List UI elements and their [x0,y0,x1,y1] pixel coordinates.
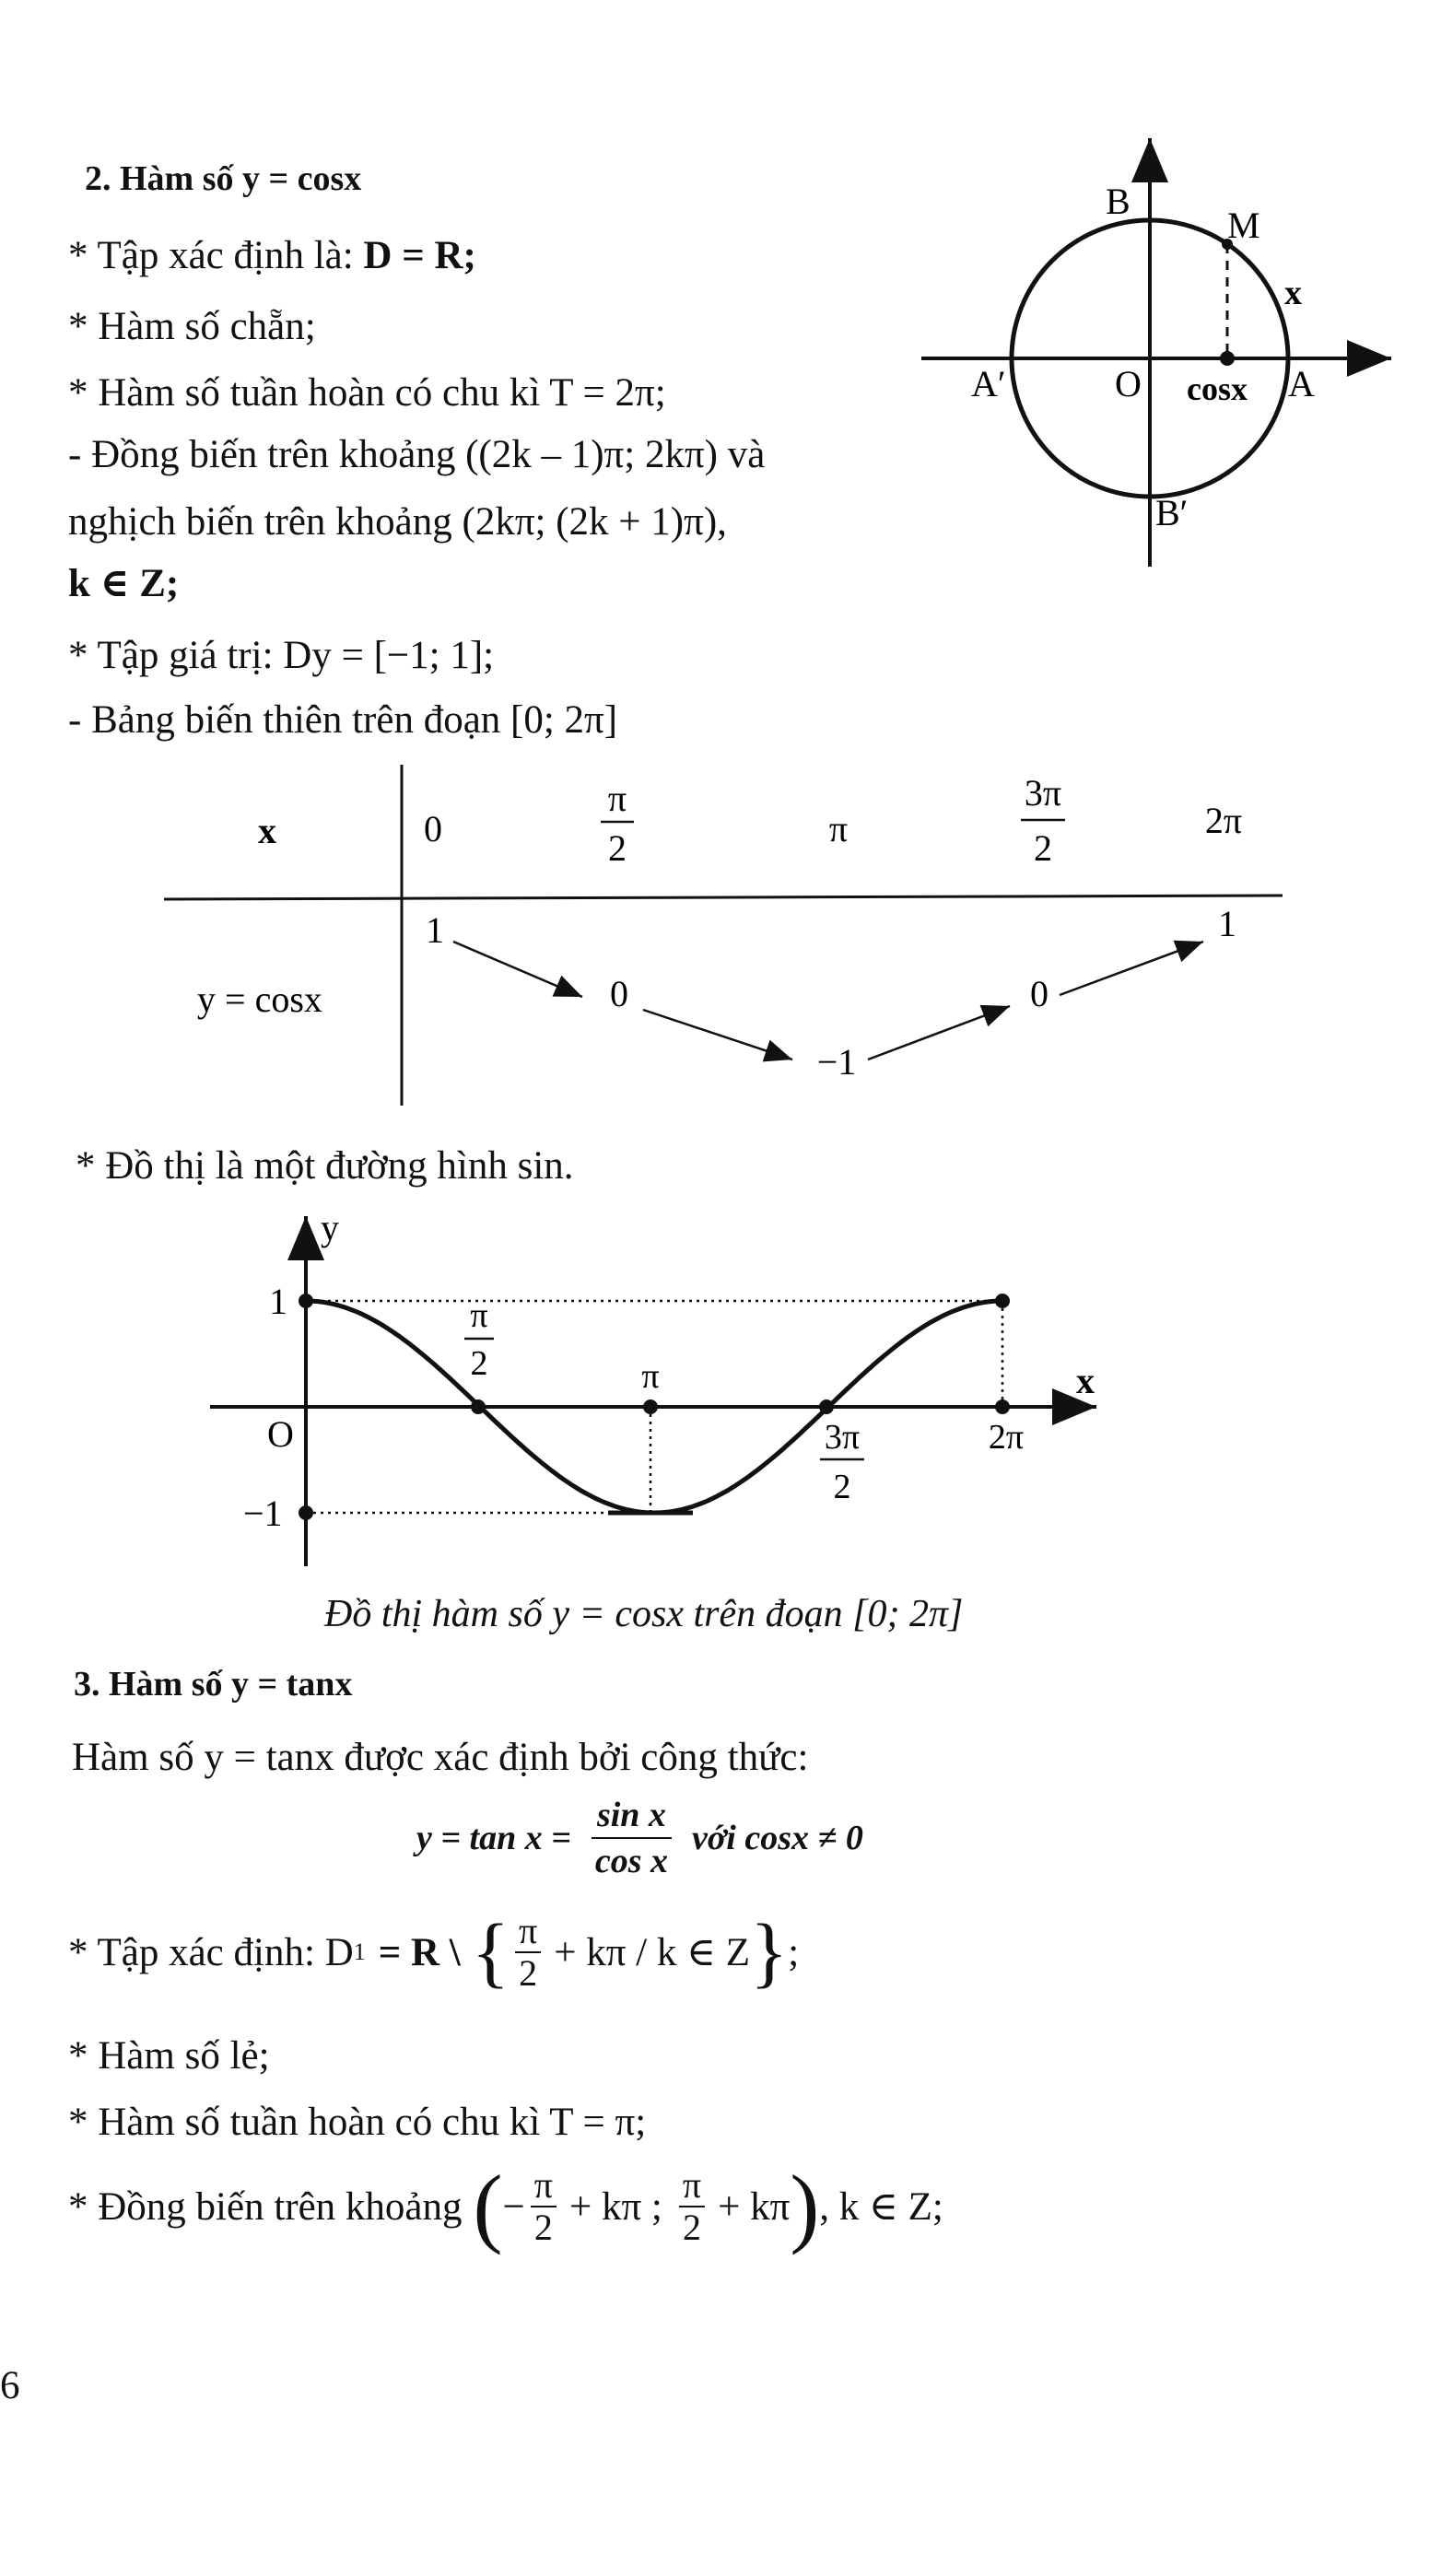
tan-inc-minus: − [502,2184,525,2229]
tick-pi: π [641,1357,660,1396]
period-line: * Hàm số tuần hoàn có chu kì T = 2π; [68,371,666,415]
cosx-point [1220,351,1235,366]
tan-domain-sub: 1 [353,1938,366,1965]
point-pi [643,1399,658,1414]
tan-inc-tail: , k ∈ Z; [819,2184,943,2229]
tan-increasing-prefix: * Đồng biến trên khoảng [68,2184,463,2229]
table-y-value: 0 [1030,973,1049,1014]
table-title: - Bảng biến thiên trên đoạn [0; 2π] [68,698,618,742]
tan-inc-fraction [531,2164,556,2249]
domain-prefix: * Tập xác định là: [68,234,354,277]
graph-y-one-label: 1 [269,1281,287,1322]
point-0-1 [299,1294,313,1308]
table-y-value: 1 [1218,903,1236,944]
table-y-value: −1 [816,1041,857,1083]
unit-circle-diagram [912,129,1410,580]
graph-x-label: x [1076,1360,1095,1401]
variation-table [147,765,1308,1115]
point-3pi-half [819,1399,834,1414]
label-x-arc: x [1284,274,1302,312]
point-2pi-1 [995,1294,1010,1308]
page-number: 6 [0,2364,20,2407]
label-m: M [1227,205,1260,246]
formula-fraction [592,1795,672,1881]
monotonic-line-1: - Đồng biến trên khoảng ((2k – 1)π; 2kπ) và [68,433,766,476]
tan-inc-mid: + kπ ; [568,2184,662,2229]
tan-domain-end: ; [788,1930,800,1974]
label-o: O [1115,363,1142,404]
graph-y-minus-one-label: −1 [243,1493,283,1534]
tan-period-line: * Hàm số tuần hoàn có chu kì T = π; [68,2101,647,2144]
decreasing-arrow [453,942,582,997]
decreasing-arrow [643,1010,792,1060]
table-y-label: y = cosx [197,978,322,1020]
formula-lhs: y = tan x = [416,1819,571,1857]
tan-domain-frac-num: π [519,1910,538,1951]
odd-function-line: * Hàm số lẻ; [68,2034,270,2078]
tan-inc-frac2-den: 2 [679,2206,705,2246]
domain-line [68,236,476,275]
label-a: A [1288,363,1315,404]
domain-value: D = R; [363,234,476,277]
tick-pi-half-den: 2 [470,1344,488,1383]
table-x-pi-half-den: 2 [608,827,627,869]
table-x-3pi-half-den: 2 [1034,827,1052,869]
cosine-graph [184,1207,1124,1575]
tan-increasing-line [68,2157,943,2255]
label-b: B [1106,181,1131,222]
tan-inc-frac-den: 2 [531,2206,556,2246]
tan-domain-prefix: * Tập xác định: D [68,1930,354,1974]
graph-note: * Đồ thị là một đường hình sin. [76,1144,574,1188]
graph-caption: Đồ thị hàm số y = cosx trên đoạn [0; 2π] [324,1593,964,1635]
tick-3pi-half-den: 2 [833,1468,851,1506]
formula-denominator: cos x [592,1837,672,1881]
right-paren: ) [790,2157,820,2255]
table-y-value: 1 [426,909,444,951]
section-heading-tan: 3. Hàm số y = tanx [74,1665,353,1704]
graph-origin-label: O [267,1413,294,1455]
left-brace: { [471,1907,510,1996]
label-b-prime: B′ [1155,492,1189,533]
table-x-pi: π [828,808,849,849]
tan-inc-frac2-num: π [682,2164,702,2207]
table-y-value: 0 [610,973,628,1014]
even-function-line: * Hàm số chẵn; [68,305,316,348]
monotonic-line-3: k ∈ Z; [68,562,180,605]
point-2pi-axis [995,1399,1010,1414]
tan-domain-rest: + kπ / k ∈ Z [554,1930,750,1974]
tan-inc-frac-num: π [533,2164,553,2207]
tick-pi-half-num: π [470,1296,488,1335]
right-brace: } [749,1907,789,1996]
graph-y-label: y [321,1207,339,1248]
section-heading-cos: 2. Hàm số y = cosx [85,159,362,198]
table-horizontal-rule [164,896,1283,899]
tick-3pi-half-num: 3π [824,1418,861,1457]
table-x-0: 0 [424,808,442,849]
point-pi-half [471,1399,486,1414]
tan-formula [416,1795,863,1881]
table-x-pi-half-num: π [607,778,627,819]
increasing-arrow [1060,942,1203,995]
label-cosx: cosx [1187,370,1248,407]
tan-domain-frac-den: 2 [515,1951,541,1992]
tan-inc-end: + kπ [718,2184,791,2229]
increasing-arrow [868,1006,1010,1060]
table-x-2pi: 2π [1204,800,1243,841]
left-paren: ( [473,2157,503,2255]
tan-domain-set: = R \ [378,1930,461,1974]
formula-condition: với cosx ≠ 0 [692,1819,863,1857]
range-line: * Tập giá trị: Dy = [−1; 1]; [68,634,495,677]
point-y-minus-one [299,1505,313,1520]
tan-domain-line [68,1907,800,1996]
tan-inc-fraction-2 [679,2164,705,2249]
table-x-3pi-half-num: 3π [1024,772,1062,814]
table-x-label: x [258,810,276,851]
tan-intro: Hàm số y = tanx được xác định bởi công thức: [72,1736,809,1779]
tan-domain-fraction [515,1910,541,1994]
monotonic-line-2: nghịch biến trên khoảng (2kπ; (2k + 1)π), [68,500,727,544]
tick-2pi: 2π [988,1418,1025,1457]
label-a-prime: A′ [971,363,1006,404]
formula-numerator: sin x [596,1796,666,1834]
